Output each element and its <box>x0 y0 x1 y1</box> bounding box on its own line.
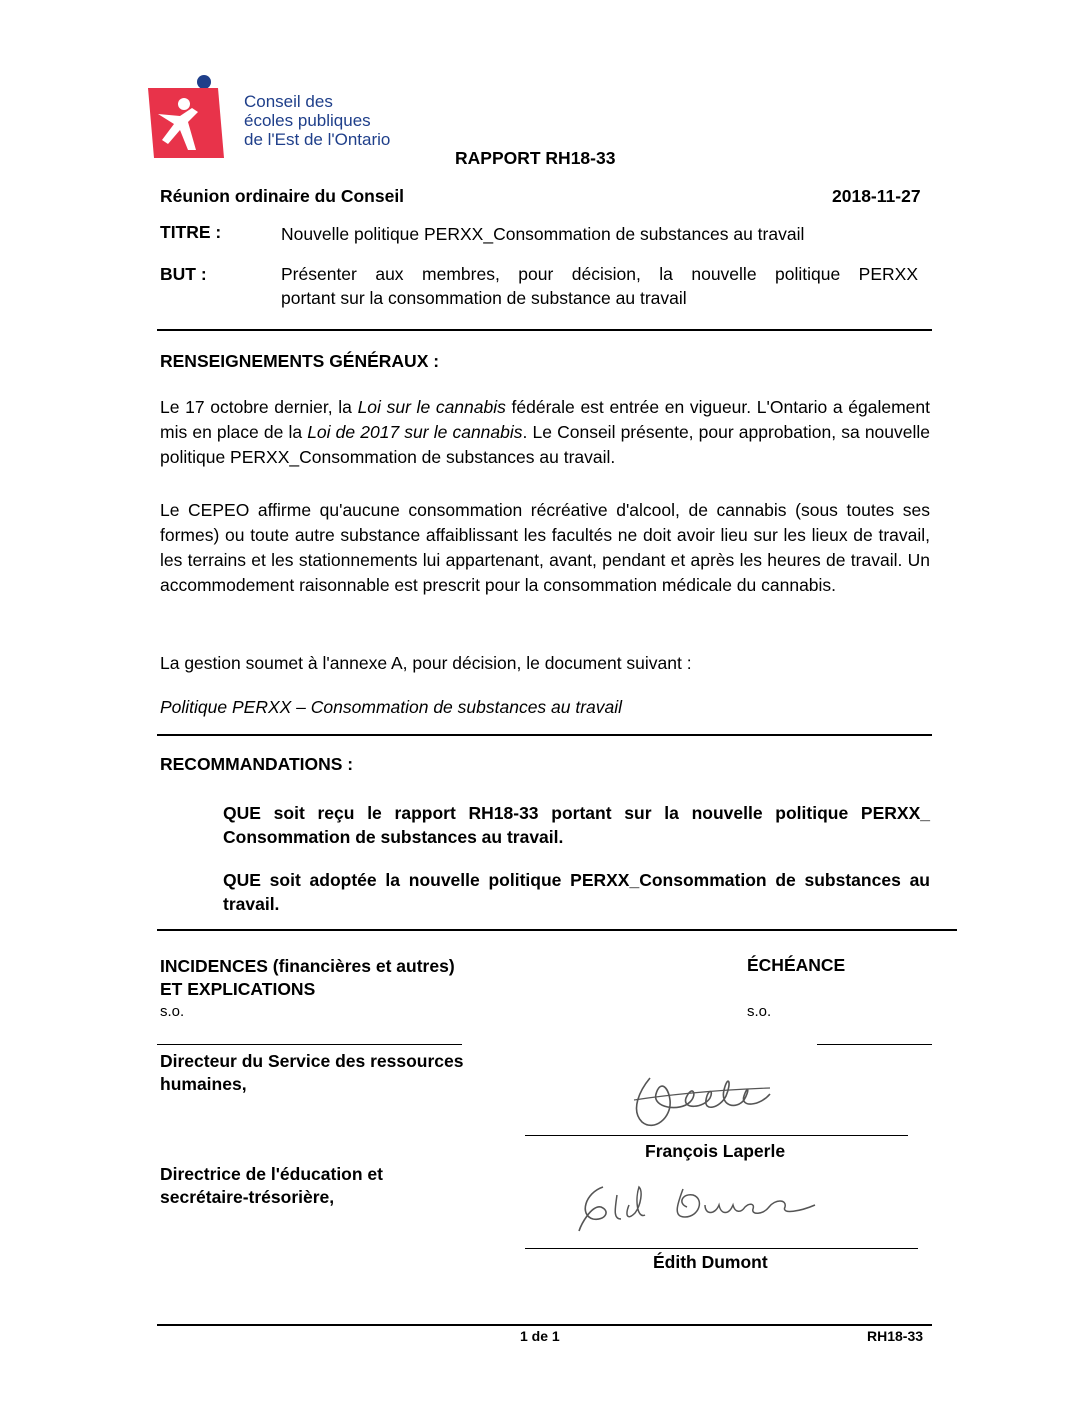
divider <box>157 329 932 331</box>
incidences-value: s.o. <box>160 1003 185 1020</box>
logo-text <box>244 92 390 149</box>
incidences-heading: INCIDENCES (financières et autres) ET EXPLICATIONS <box>160 956 455 999</box>
divider <box>157 929 957 931</box>
logo-mark-icon <box>148 74 228 160</box>
section-heading-general: RENSEIGNEMENTS GÉNÉRAUX : <box>160 351 440 371</box>
purpose-line-2: portant sur la consommation de substance au travail <box>281 288 687 308</box>
logo-line-3: de l'Est de l'Ontario <box>244 130 391 149</box>
meeting-type: Réunion ordinaire du Conseil <box>160 186 405 206</box>
organization-logo <box>148 74 228 160</box>
logo-line-1: Conseil des <box>244 92 333 111</box>
recommendation-2: QUE soit adoptée la nouvelle politique PERXX_Consommation de substances au travail. <box>223 870 930 914</box>
purpose-line-1: Présenter aux membres, pour décision, la nouvelle politique PERXX <box>281 264 918 284</box>
divider <box>157 1044 462 1045</box>
report-title: RAPPORT RH18-33 <box>455 148 616 168</box>
title-value: Nouvelle politique PERXX_Consommation de substances au travail <box>281 224 805 244</box>
signature-line <box>525 1248 918 1249</box>
deadline-heading: ÉCHÉANCE <box>747 955 846 975</box>
signature-laperle <box>620 1060 800 1140</box>
signature-line <box>525 1135 908 1136</box>
signatory-role-director: Directrice de l'éducation et secrétaire-trésorière, <box>160 1164 383 1207</box>
signatory-name-hr: François Laperle <box>645 1141 786 1161</box>
divider <box>157 734 932 736</box>
signatory-name-director: Édith Dumont <box>653 1252 768 1272</box>
law-name-provincial: Loi de 2017 sur le cannabis <box>307 422 523 442</box>
recommendation-1: QUE soit reçu le rapport RH18-33 portant sur la nouvelle politique PERXX_ Consommation de substances au travail. <box>223 803 930 847</box>
signature-dumont <box>565 1175 835 1240</box>
purpose-label: BUT : <box>160 264 207 284</box>
title-label: TITRE : <box>160 222 222 242</box>
law-name-federal: Loi sur le cannabis <box>357 397 506 417</box>
paragraph-legislation: Le 17 octobre dernier, la Loi sur le cannabis fédérale est entrée en vigueur. L'Ontario a également mis en place de la Loi de 2017 sur le cannabis. Le Conseil présente, pour approbation, sa nouvelle politique PERXX_Consommation de substances au travail. <box>160 397 931 467</box>
paragraph-annex: La gestion soumet à l'annexe A, pour décision, le document suivant : <box>160 653 692 673</box>
page-number: 1 de 1 <box>520 1328 560 1344</box>
paragraph-policy-statement: Le CEPEO affirme qu'aucune consommation récréative d'alcool, de cannabis (sous toutes ses formes) ou toute autre substance affaiblissant les facultés ne doit avoir lieu sur les lieux de travail, les terrains et les stationnements lui appartenant, avant, pendant et après les heures de travail. Un accommodement raisonnable est prescrit pour la consommation médicale du cannabis. <box>160 500 930 595</box>
section-heading-recommendations: RECOMMANDATIONS : <box>160 754 354 774</box>
signatory-role-hr: Directeur du Service des ressources humaines, <box>160 1051 464 1094</box>
divider <box>817 1044 932 1045</box>
deadline-value: s.o. <box>747 1003 772 1020</box>
logo-line-2: écoles publiques <box>244 111 371 130</box>
annex-document-title: Politique PERXX – Consommation de substances au travail <box>160 697 623 717</box>
meeting-date: 2018-11-27 <box>832 186 921 206</box>
footer-divider <box>157 1324 932 1326</box>
footer-reference: RH18-33 <box>867 1328 924 1344</box>
